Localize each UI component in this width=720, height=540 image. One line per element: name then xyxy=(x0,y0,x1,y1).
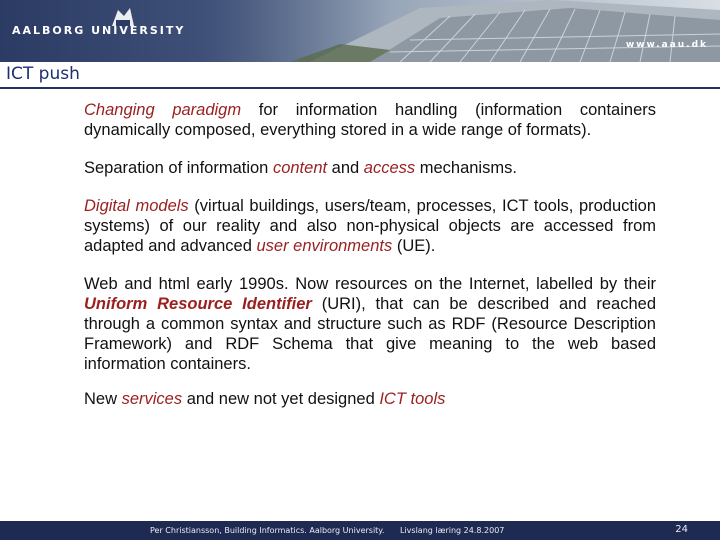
university-url[interactable]: www.aau.dk xyxy=(625,40,708,50)
building-photo xyxy=(250,0,720,62)
emphasis-content: content xyxy=(272,159,328,177)
paragraph-text: and xyxy=(327,159,364,177)
emphasis-services: services xyxy=(121,390,183,408)
paragraph-services xyxy=(84,389,656,409)
emphasis-access: access xyxy=(363,159,416,177)
header-banner xyxy=(0,0,720,62)
slide-body xyxy=(84,100,656,427)
slide-title: ICT push xyxy=(6,64,80,84)
paragraph-text: mechanisms. xyxy=(415,159,517,177)
paragraph-text: (virtual buildings, users/team, processes, ICT tools, production systems) of our reality and also non-physical objects are accessed from adapted and advanced xyxy=(84,197,656,255)
university-name: AALBORG UNIVERSITY xyxy=(12,24,186,37)
paragraph-paradigm xyxy=(84,100,656,140)
page-number: 24 xyxy=(675,524,688,535)
footer-event: Livslang læring 24.8.2007 xyxy=(400,526,505,535)
footer-bar xyxy=(0,521,720,540)
emphasis-digital-models: Digital models xyxy=(84,197,189,215)
emphasis-changing-paradigm: Changing paradigm xyxy=(84,101,242,119)
title-divider xyxy=(0,87,720,89)
paragraph-text: and new not yet designed xyxy=(182,390,380,408)
paragraph-text: Web and html early 1990s. Now resources on the Internet, labelled by their xyxy=(84,275,656,293)
paragraph-text: (UE). xyxy=(392,237,436,255)
emphasis-ict-tools: ICT tools xyxy=(379,390,446,408)
paragraph-text: (URI), that can be described and reached through a common syntax and structure such as RDF (Resource Description Framework) and RDF Schema that give meaning to the web based information containers. xyxy=(84,295,656,373)
emphasis-uri: Uniform Resource Identifier xyxy=(84,295,312,313)
paragraph-web xyxy=(84,274,656,374)
paragraph-text: for information handling (information containers dynamically composed, everything stored in a wide range of formats). xyxy=(84,101,656,139)
paragraph-separation xyxy=(84,158,656,178)
paragraph-text: New xyxy=(84,390,122,408)
paragraph-digital-models xyxy=(84,196,656,256)
footer-author: Per Christiansson, Building Informatics. Aalborg University. xyxy=(150,526,385,535)
emphasis-user-environments: user environments xyxy=(256,237,393,255)
paragraph-text: Separation of information xyxy=(84,159,273,177)
